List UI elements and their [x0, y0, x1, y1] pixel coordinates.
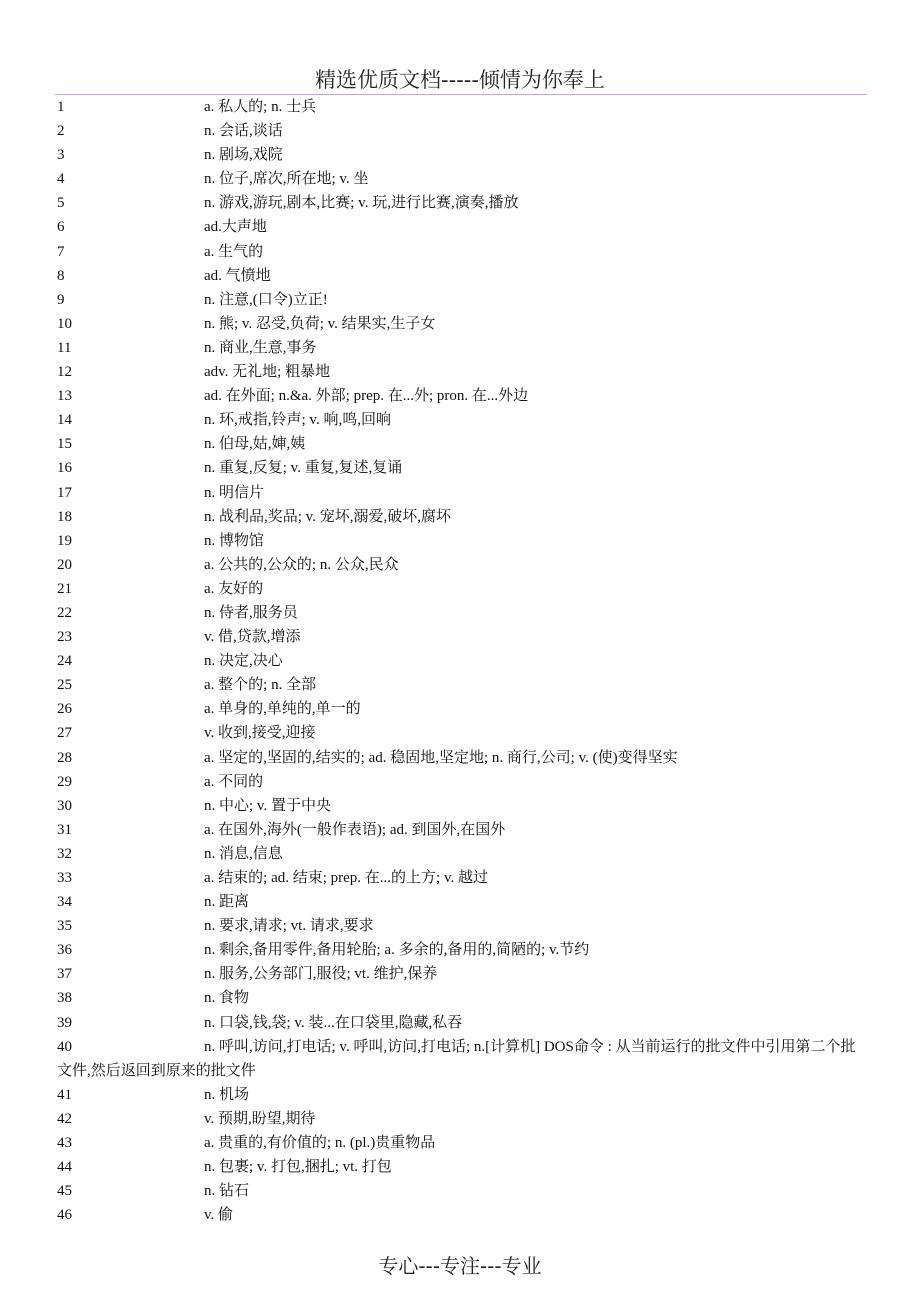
entry-number: 37	[57, 966, 72, 983]
entry-definition: n. 位子,席次,所在地; v. 坐	[204, 171, 369, 188]
list-item	[57, 721, 867, 745]
entry-definition: n. 决定,决心	[204, 653, 283, 670]
list-item	[57, 1011, 867, 1035]
entry-definition: n. 剧场,戏院	[204, 147, 283, 164]
entry-definition: a. 生气的	[204, 243, 264, 260]
list-item	[57, 625, 867, 649]
list-item	[57, 191, 867, 215]
entry-number: 19	[57, 532, 72, 549]
list-item	[57, 456, 867, 480]
page-header-title: 精选优质文档-----倾情为你奉上	[315, 68, 605, 92]
entry-number: 15	[57, 436, 72, 453]
list-item	[57, 312, 867, 336]
list-item	[57, 842, 867, 866]
list-item	[57, 288, 867, 312]
entry-definition: a. 私人的; n. 士兵	[204, 99, 317, 115]
entry-number: 39	[57, 1014, 72, 1031]
entry-definition: a. 不同的	[204, 773, 264, 790]
list-item	[57, 649, 867, 673]
entry-definition: n. 钻石	[204, 1183, 250, 1200]
list-item	[57, 119, 867, 143]
entry-number: 32	[57, 845, 72, 862]
list-item	[57, 143, 867, 167]
entry-definition: a. 单身的,单纯的,单一的	[204, 701, 361, 718]
entry-number: 30	[57, 797, 72, 814]
entry-number: 42	[57, 1110, 72, 1127]
list-item	[57, 866, 867, 890]
list-item	[57, 914, 867, 938]
entry-number: 40	[57, 1038, 72, 1055]
entry-number: 1	[57, 99, 65, 115]
entry-definition: v. 预期,盼望,期待	[204, 1110, 316, 1127]
entry-definition: n. 包裹; v. 打包,捆扎; vt. 打包	[204, 1159, 392, 1176]
entry-definition: a. 结束的; ad. 结束; prep. 在...的上方; v. 越过	[204, 870, 488, 886]
list-item	[57, 553, 867, 577]
entry-definition: n. 机场	[204, 1086, 250, 1103]
list-item	[57, 1179, 867, 1203]
entry-definition: a. 在国外,海外(一般作表语); ad. 到国外,在国外	[204, 821, 506, 838]
list-item	[57, 697, 867, 721]
entry-number: 3	[57, 147, 65, 164]
entry-definition: v. 借,贷款,增添	[204, 629, 301, 646]
entry-definition: n. 会话,谈话	[204, 123, 283, 140]
entry-definition: ad. 气愤地	[204, 267, 271, 284]
vocabulary-list	[57, 95, 867, 1227]
entry-number: 41	[57, 1086, 72, 1103]
entry-definition: a. 坚定的,坚固的,结实的; ad. 稳固地,坚定地; n. 商行,公司; v. (使)变得坚实	[204, 749, 678, 766]
entry-definition: n. 距离	[204, 894, 250, 911]
entry-number: 7	[57, 243, 65, 260]
entry-number: 29	[57, 773, 72, 790]
entry-definition: n. 中心; v. 置于中央	[204, 797, 331, 814]
list-item	[57, 794, 867, 818]
entry-definition: n. 明信片	[204, 484, 265, 501]
entry-number: 8	[57, 267, 65, 284]
entry-number: 9	[57, 291, 65, 308]
entry-definition: n. 游戏,游玩,剧本,比赛; v. 玩,进行比赛,演奏,播放	[204, 195, 519, 212]
list-item	[57, 408, 867, 432]
entry-definition: n. 战利品,奖品; v. 宠坏,溺爱,破坏,腐坏	[204, 508, 451, 525]
entry-definition: n. 呼叫,访问,打电话; v. 呼叫,访问,打电话; n.[计算机] DOS命令 : 从当前运行的批文件中引用第二个批文件,然后返回到原来的批文件	[57, 1038, 856, 1079]
entry-definition: n. 商业,生意,事务	[204, 339, 317, 356]
entry-number: 36	[57, 942, 72, 959]
list-item	[57, 481, 867, 505]
list-item	[57, 215, 867, 239]
entry-number: 43	[57, 1135, 72, 1152]
entry-definition: n. 伯母,姑,婶,姨	[204, 436, 306, 453]
entry-definition: a. 整个的; n. 全部	[204, 677, 317, 694]
entry-number: 25	[57, 677, 72, 694]
entry-definition: n. 重复,反复; v. 重复,复述,复诵	[204, 460, 403, 477]
entry-definition: ad.大声地	[204, 219, 267, 236]
entry-definition: n. 环,戒指,铃声; v. 响,鸣,回响	[204, 412, 391, 429]
list-item	[57, 770, 867, 794]
entry-number: 24	[57, 653, 72, 670]
list-item	[57, 95, 867, 119]
list-item	[57, 384, 867, 408]
entry-number: 4	[57, 171, 65, 188]
entry-number: 10	[57, 315, 72, 332]
list-item	[57, 336, 867, 360]
entry-definition: n. 要求,请求; vt. 请求,要求	[204, 918, 374, 935]
entry-number: 44	[57, 1159, 72, 1176]
list-item	[57, 818, 867, 842]
entry-number: 11	[57, 339, 72, 356]
entry-number: 28	[57, 749, 72, 766]
entry-number: 31	[57, 821, 72, 838]
entry-number: 2	[57, 123, 65, 140]
entry-number: 13	[57, 388, 72, 405]
entry-definition: a. 贵重的,有价值的; n. (pl.)贵重物品	[204, 1135, 436, 1152]
entry-number: 46	[57, 1207, 72, 1224]
list-item	[57, 1035, 867, 1083]
list-item	[57, 601, 867, 625]
list-item	[57, 1155, 867, 1179]
list-item	[57, 360, 867, 384]
entry-definition: n. 口袋,钱,袋; v. 装...在口袋里,隐藏,私吞	[204, 1014, 463, 1031]
list-item	[57, 505, 867, 529]
list-item	[57, 432, 867, 456]
entry-definition: ad. 在外面; n.&a. 外部; prep. 在...外; pron. 在...外边	[204, 388, 529, 405]
entry-definition: a. 公共的,公众的; n. 公众,民众	[204, 556, 399, 573]
entry-number: 17	[57, 484, 72, 501]
entry-definition: a. 友好的	[204, 580, 264, 597]
entry-definition: n. 服务,公务部门,服役; vt. 维护,保养	[204, 966, 438, 983]
entry-number: 18	[57, 508, 72, 525]
entry-number: 20	[57, 556, 72, 573]
list-item	[57, 1083, 867, 1107]
list-item	[57, 1107, 867, 1131]
entry-number: 34	[57, 894, 72, 911]
entry-number: 27	[57, 725, 72, 742]
entry-definition: n. 消息,信息	[204, 845, 283, 862]
entry-number: 45	[57, 1183, 72, 1200]
entry-definition: n. 食物	[204, 990, 250, 1007]
entry-number: 6	[57, 219, 65, 236]
entry-number: 22	[57, 604, 72, 621]
list-item	[57, 1131, 867, 1155]
list-item	[57, 577, 867, 601]
entry-definition: v. 收到,接受,迎接	[204, 725, 316, 742]
list-item	[57, 673, 867, 697]
entry-definition: adv. 无礼地; 粗暴地	[204, 364, 331, 381]
page-footer-text: 专心---专注---专业	[378, 1254, 542, 1278]
list-item	[57, 962, 867, 986]
entry-definition: n. 注意,(口令)立正!	[204, 291, 328, 308]
entry-number: 38	[57, 990, 72, 1007]
list-item	[57, 167, 867, 191]
list-item	[57, 1203, 867, 1227]
entry-number: 26	[57, 701, 72, 718]
entry-definition: n. 剩余,备用零件,备用轮胎; a. 多余的,备用的,简陋的; v.节约	[204, 942, 590, 959]
entry-number: 5	[57, 195, 65, 212]
entry-number: 35	[57, 918, 72, 935]
list-item	[57, 240, 867, 264]
list-item	[57, 746, 867, 770]
entry-number: 12	[57, 364, 72, 381]
entry-definition: n. 侍者,服务员	[204, 604, 298, 621]
entry-number: 21	[57, 580, 72, 597]
list-item	[57, 986, 867, 1010]
list-item	[57, 938, 867, 962]
entry-number: 14	[57, 412, 72, 429]
list-item	[57, 890, 867, 914]
list-item	[57, 264, 867, 288]
entry-number: 33	[57, 870, 72, 886]
entry-number: 16	[57, 460, 72, 477]
entry-definition: n. 博物馆	[204, 532, 265, 549]
entry-number: 23	[57, 629, 72, 646]
list-item	[57, 529, 867, 553]
entry-definition: n. 熊; v. 忍受,负荷; v. 结果实,生子女	[204, 315, 436, 332]
entry-definition: v. 偷	[204, 1207, 234, 1224]
